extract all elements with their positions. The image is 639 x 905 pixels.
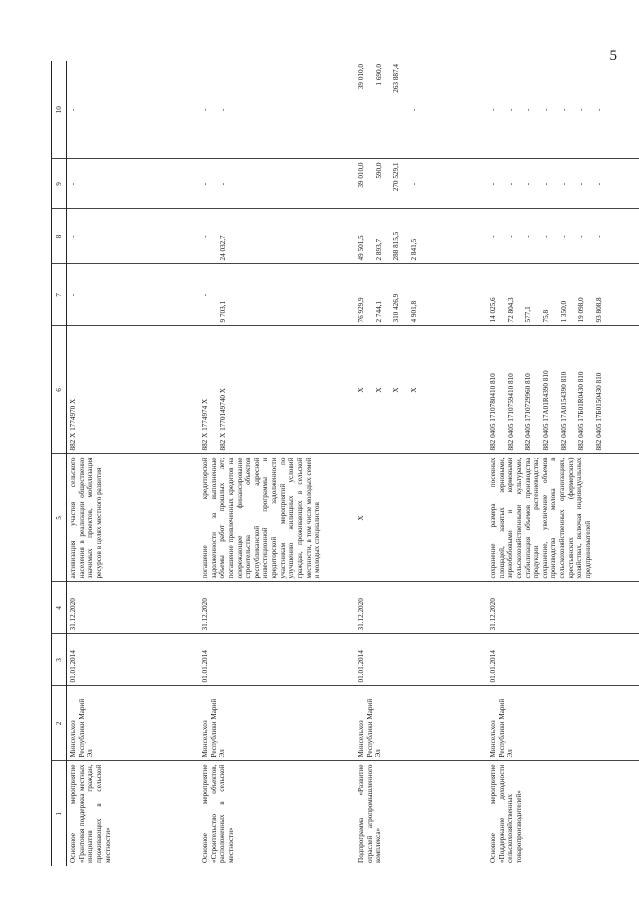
value: - xyxy=(489,108,497,111)
end-date-cell: 31.12.2020 xyxy=(355,582,487,634)
start-date-cell: 01.01.2014 xyxy=(487,634,639,686)
budget-code: 882 0405 17Б0150430 810 xyxy=(594,372,603,451)
header-row xyxy=(52,61,67,866)
value: - xyxy=(577,235,586,238)
table-row xyxy=(487,61,639,866)
value: - xyxy=(541,108,550,111)
measure-name-cell: Основное мероприятие «Строительство объектов, расположенных в сельской местности» xyxy=(201,764,235,863)
value: - xyxy=(577,108,586,111)
executor-cell: Минсельхоз Республики Марий Эл xyxy=(67,686,200,761)
value: 39 010,0 xyxy=(357,64,365,90)
budget-code: 882 0405 17А0154390 810 xyxy=(559,371,568,451)
budget-code: 882 0405 17Б01R0430 810 xyxy=(577,371,586,451)
value: 76 929,9 xyxy=(357,297,365,323)
column-header: 4 xyxy=(52,582,67,634)
executor-cell: Минсельхоз Республики Марий Эл xyxy=(199,686,355,761)
value: 310 426,9 xyxy=(392,293,401,323)
value: - xyxy=(201,235,209,238)
budget-code: 882 X 1774970 X xyxy=(69,398,77,451)
value: - xyxy=(524,108,533,111)
value: - xyxy=(559,108,568,111)
value-cell-col9 xyxy=(67,159,200,209)
end-date-cell: 31.12.2020 xyxy=(487,582,639,634)
value: - xyxy=(541,235,550,238)
value-cell-col10 xyxy=(67,61,200,159)
value: 4 901,8 xyxy=(409,300,418,323)
value-cell-col7 xyxy=(67,264,200,326)
budget-code: 882 X 1774974 X xyxy=(201,398,209,451)
executor-cell: Минсельхоз Республики Марий Эл xyxy=(487,686,639,761)
value: - xyxy=(506,182,515,186)
value: - xyxy=(69,293,77,297)
value: 2 893,7 xyxy=(374,238,383,261)
end-date-cell: 31.12.2020 xyxy=(67,582,200,634)
page-number: 5 xyxy=(609,48,617,64)
value: - xyxy=(594,182,603,186)
end-date-cell: 31.12.2020 xyxy=(199,582,355,634)
start-date-cell: 01.01.2014 xyxy=(355,634,487,686)
value: - xyxy=(69,108,77,111)
column-header: 6 xyxy=(52,326,67,454)
budget-code-cell xyxy=(487,326,639,454)
value: - xyxy=(201,182,209,186)
value: 2 744,1 xyxy=(374,300,383,323)
measure-name-cell: Основное мероприятие «Поддержание доходности сельскохозяйственных товаропроизводителей» xyxy=(489,764,523,863)
value-cell-col8 xyxy=(355,209,487,264)
column-header: 2 xyxy=(52,686,67,761)
expected-result-cell: погашение кредиторской задолженности за выполненные объемы работ прошлых лет; погашение привлеченных кредитов на опережающее финансирование строительства объектов республиканской адресной инвестиционной программы и кредиторской задолженности участникам мероприятий по улучшению жилищных условий граждан, проживающих в сельской местности, в том числе молодых семей и молодых специалистов xyxy=(199,454,355,582)
value: - xyxy=(409,108,418,111)
value: - xyxy=(594,235,603,238)
value: - xyxy=(218,108,227,111)
value: - xyxy=(201,293,209,297)
value: - xyxy=(489,182,497,186)
table-row xyxy=(199,61,355,866)
value: 14 025,6 xyxy=(489,297,497,323)
value: 590,0 xyxy=(374,162,383,179)
value-cell-col7 xyxy=(487,264,639,326)
value: 1 690,0 xyxy=(374,64,383,86)
column-header: 9 xyxy=(52,159,67,209)
table-row xyxy=(67,61,200,866)
budget-code: 882 X 1770149740 X xyxy=(218,388,227,451)
value-cell-col10 xyxy=(355,61,487,159)
value: - xyxy=(218,182,227,186)
value: 93 808,8 xyxy=(594,297,603,323)
budget-code: 882 0405 1710759410 810 xyxy=(506,373,515,451)
start-date-cell: 01.01.2014 xyxy=(199,634,355,686)
value: - xyxy=(594,108,603,111)
column-header: 1 xyxy=(52,761,67,866)
budget-code: X xyxy=(409,387,418,393)
budget-code-cell xyxy=(199,326,355,454)
value: 288 815,5 xyxy=(392,231,401,261)
value: 75,8 xyxy=(541,309,550,323)
value: 263 887,4 xyxy=(392,64,401,93)
value: - xyxy=(69,235,77,238)
value: - xyxy=(69,182,77,186)
value-cell-col7 xyxy=(355,264,487,326)
value: - xyxy=(559,235,568,238)
budget-code: X xyxy=(357,387,365,393)
value-cell-col9 xyxy=(487,159,639,209)
expected-result-cell: сохранение размера посевных площадей, занятых зерновыми, зернобобовыми и кормовыми сельскохозяйственными культурами, стабилизация объемов производства продукции растениеводства; сохранение, увеличение объемов производства молока в сельскохозяйственных организациях, крестьянских (фермерских) хозяйствах, включая индивидуальных предпринимателей xyxy=(487,454,639,582)
budget-code: 882 0405 17А01R4390 810 xyxy=(541,370,550,451)
start-date-cell: 01.01.2014 xyxy=(67,634,200,686)
program-table xyxy=(51,61,639,866)
budget-code: X xyxy=(374,387,383,393)
expected-result-cell: активизация участия сельского населения в реализации общественно значимых проектов, мобилизация ресурсов в целях местного развития xyxy=(67,454,200,582)
value: 270 529,1 xyxy=(392,162,401,192)
value: 24 032,7 xyxy=(218,235,227,261)
value: - xyxy=(409,182,418,186)
rotated-table-container xyxy=(51,61,630,866)
value: 39 010,0 xyxy=(357,162,365,188)
value: - xyxy=(489,235,497,238)
budget-code-cell xyxy=(355,326,487,454)
value: - xyxy=(201,108,209,111)
column-header: 5 xyxy=(52,454,67,582)
value-cell-col8 xyxy=(67,209,200,264)
value: - xyxy=(524,235,533,238)
value-cell-col7 xyxy=(199,264,355,326)
value-cell-col8 xyxy=(487,209,639,264)
budget-code: X xyxy=(392,387,401,393)
value: 577,1 xyxy=(524,306,533,323)
value: 1 350,0 xyxy=(559,300,568,323)
budget-code: 882 0405 1710780410 810 xyxy=(489,373,497,451)
measure-name-cell: Основное мероприятие «Грантовая поддержка местных инициатив граждан, проживающих в сельской местности» xyxy=(69,764,112,863)
value: 72 804,3 xyxy=(506,297,515,323)
value-cell-col10 xyxy=(199,61,355,159)
value-cell-col9 xyxy=(355,159,487,209)
column-header: 8 xyxy=(52,209,67,264)
budget-code-cell xyxy=(67,326,200,454)
value: - xyxy=(524,182,533,186)
column-header: 7 xyxy=(52,264,67,326)
value-cell-col8 xyxy=(199,209,355,264)
value: - xyxy=(559,182,568,186)
value: - xyxy=(541,182,550,186)
value-cell-col10 xyxy=(487,61,639,159)
value: 49 501,5 xyxy=(357,235,365,261)
column-header: 10 xyxy=(52,61,67,159)
measure-name-cell: Подпрограмма «Развитие отраслей агропромышленного комплекса» xyxy=(357,764,383,863)
table-row xyxy=(355,61,487,866)
value: - xyxy=(506,108,515,111)
value: 2 841,5 xyxy=(409,238,418,261)
value: 19 098,0 xyxy=(577,297,586,323)
value: 9 703,1 xyxy=(218,300,227,323)
value: - xyxy=(577,182,586,186)
column-header: 3 xyxy=(52,634,67,686)
expected-result-cell: X xyxy=(355,454,487,582)
value-cell-col9 xyxy=(199,159,355,209)
value: - xyxy=(506,235,515,238)
executor-cell: Минсельхоз Республики Марий Эл xyxy=(355,686,487,761)
budget-code: 882 0405 1710729960 810 xyxy=(524,373,533,451)
